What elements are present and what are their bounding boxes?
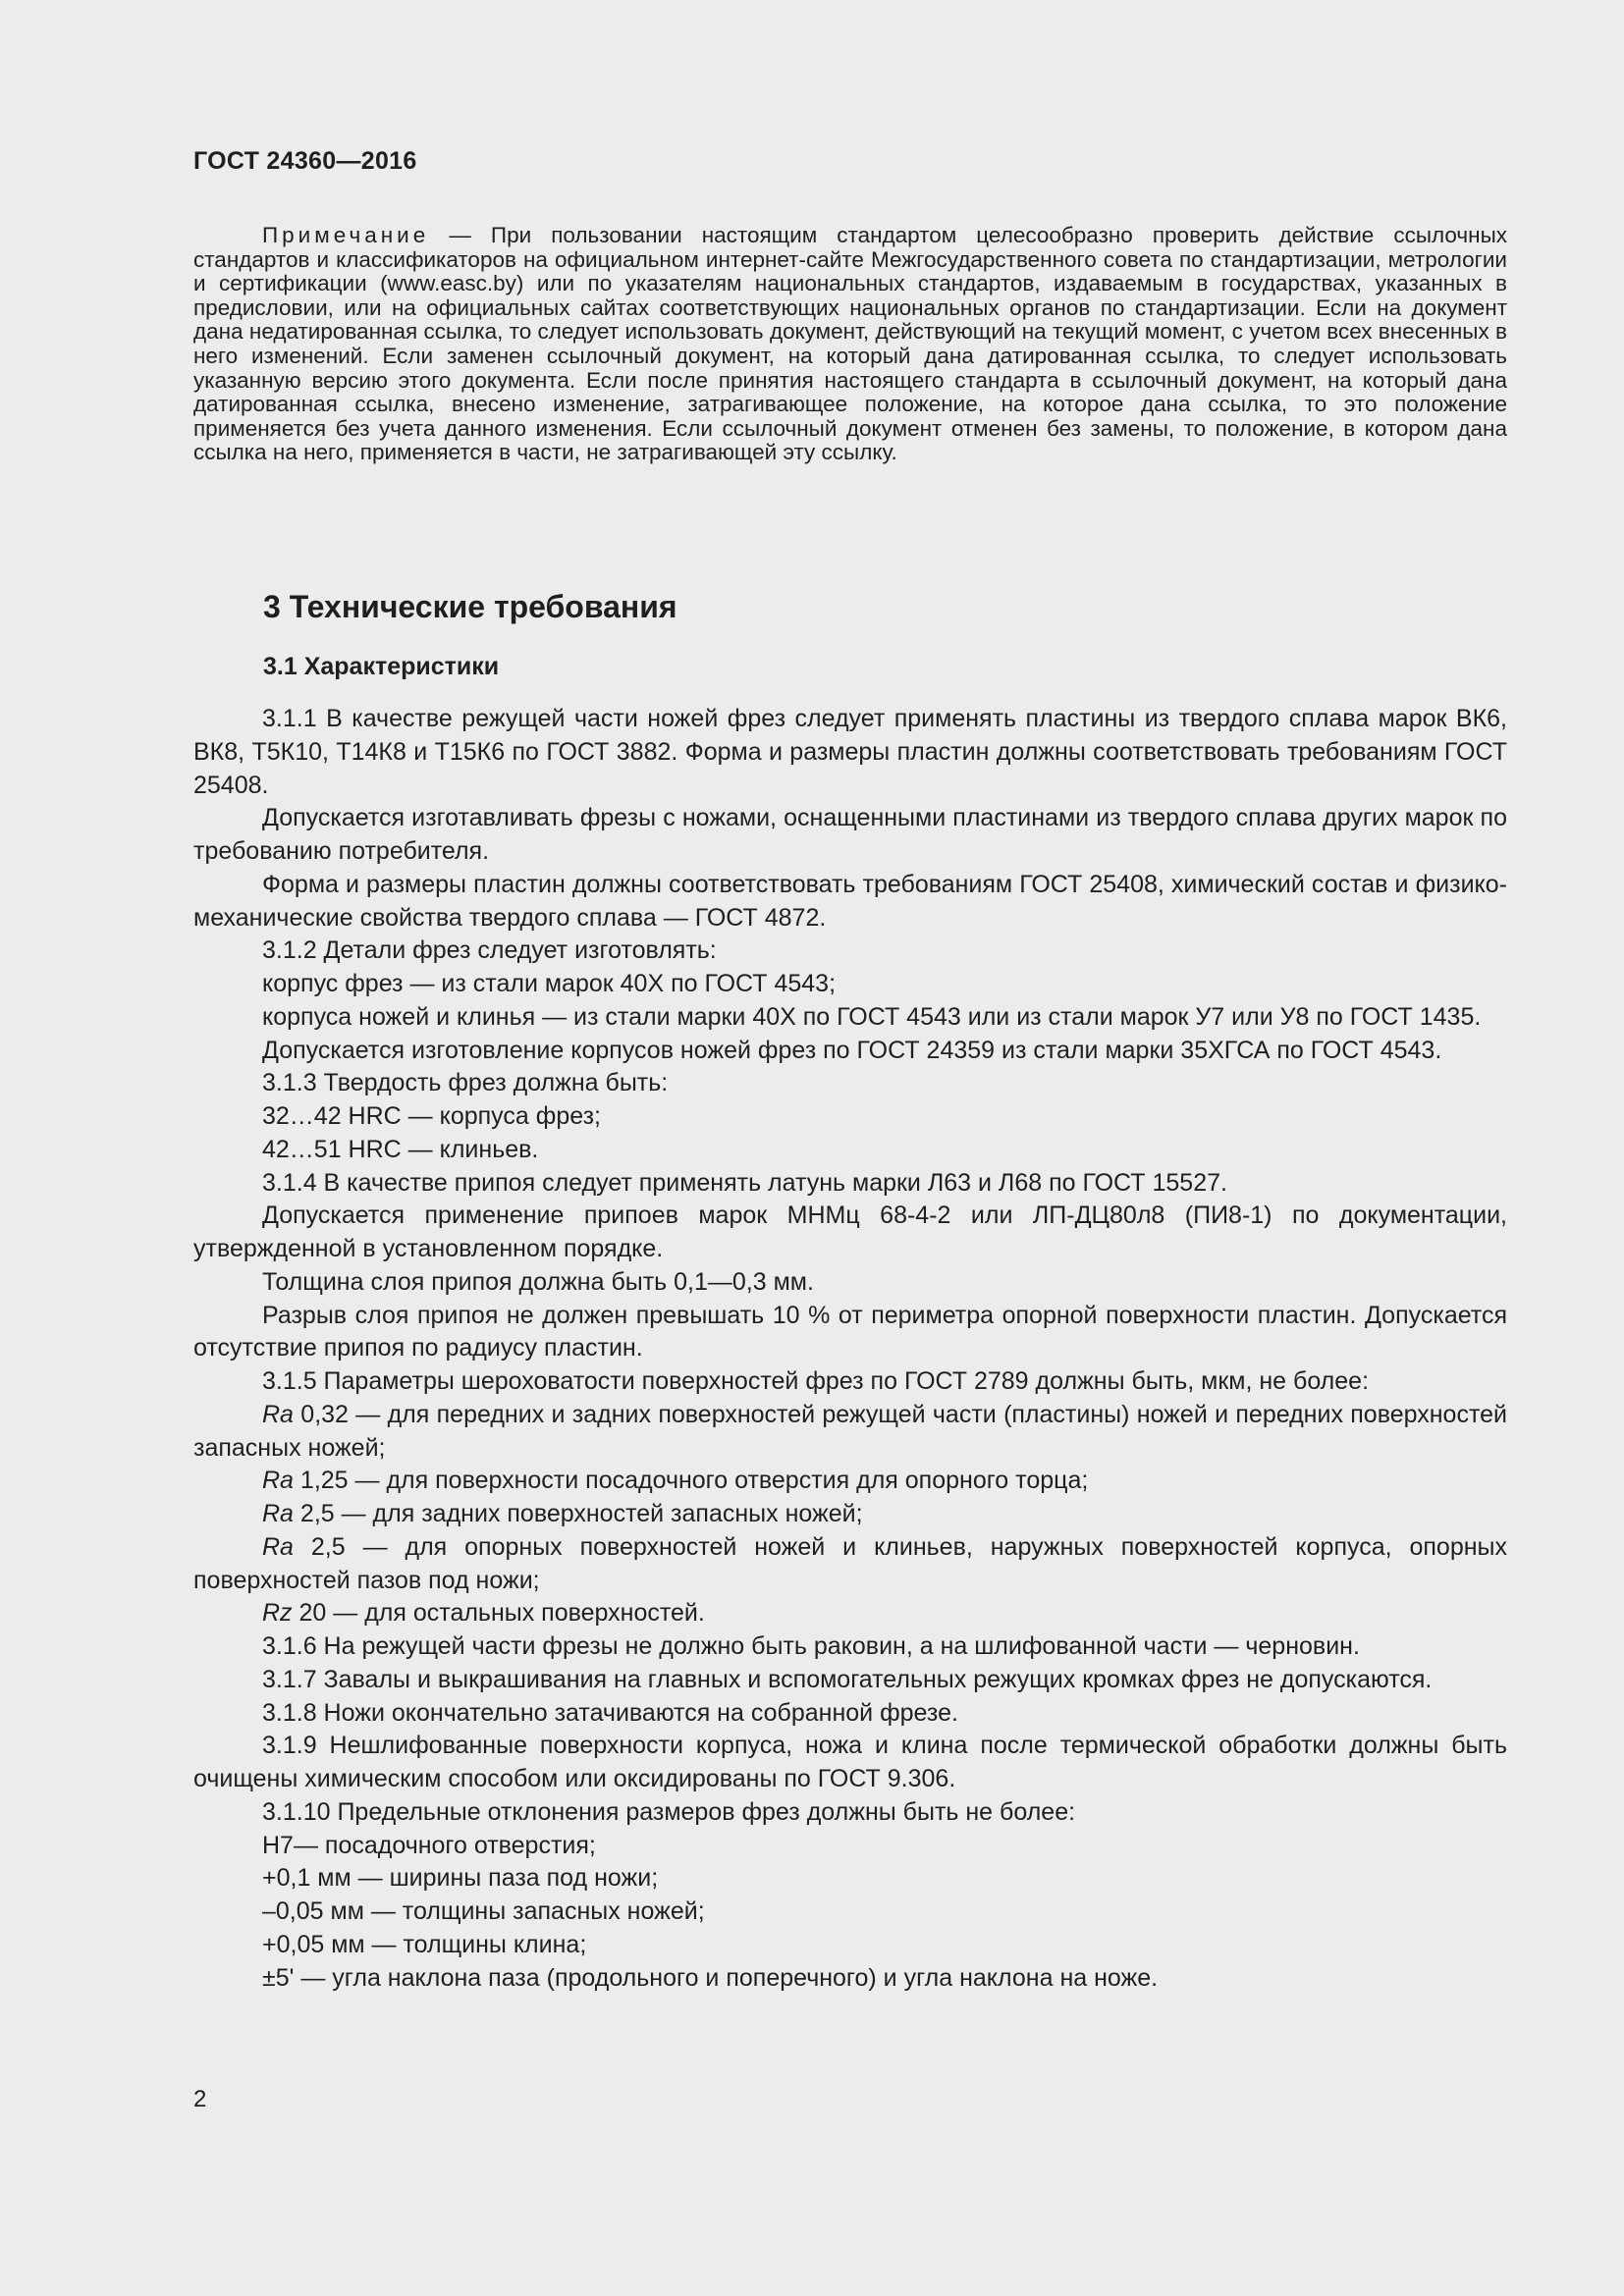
- paragraph-3-1-1: 3.1.1 В качестве режущей части ножей фрез следует применять пластины из твердого сплава марок ВК6, ВК8, Т5К10, Т14К8 и Т15К6 по ГОСТ 3882. Форма и размеры пластин должны соответствовать требованиям ГОСТ 25408.: [193, 705, 1507, 799]
- note-paragraph: [193, 224, 1507, 465]
- paragraph: корпус фрез — из стали марок 40Х по ГОСТ 4543;: [262, 970, 837, 997]
- section-title: 3 Технические требования: [263, 589, 677, 624]
- paragraph-3-1-3: 3.1.3 Твердость фрез должна быть:: [262, 1069, 669, 1097]
- paragraph: Разрыв слоя припоя не должен превышать 10 % от периметра опорной поверхности пластин. Допускается отсутствие припоя по радиусу пластин.: [193, 1301, 1507, 1362]
- paragraph: Ra 2,5 — для опорных поверхностей ножей и клиньев, наружных поверхностей корпуса, опорных поверхностей пазов под ножи;: [193, 1532, 1507, 1594]
- note-text: — При пользовании настоящим стандартом целесообразно проверить действие ссылочных стандартов и классификаторов на официальном интернет-сайте Межгосударственного совета по стандартизации, метрологии и сертификации (www.easc.by) или по указателям национальных стандартов, издаваемым в государствах, указанных в предисловии, или на официальных сайтах соответствующих национальных органов по стандартизации. Если на документ дана недатированная ссылка, то следует использовать документ, действующий на текущий момент, с учетом всех внесенных в него изменений. Если заменен ссылочный документ, на который дана датированная ссылка, то следует использовать указанную версию этого документа. Если после принятия настоящего стандарта в ссылочный документ, на который дана датированная ссылка, внесено изменение, затрагивающее положение, на которое дана ссылка, то это положение применяется без учета данного изменения. Если ссылочный документ отменен без замены, то положение, в котором дана ссылка на него, применяется в части, не затрагивающей эту ссылку.: [193, 223, 1507, 465]
- paragraph: 32…42 HRC — корпуса фрез;: [262, 1102, 601, 1130]
- paragraph: Ra 1,25 — для поверхности посадочного отверстия для опорного торца;: [262, 1467, 1089, 1495]
- paragraph-3-1-2: 3.1.2 Детали фрез следует изготовлять:: [262, 936, 717, 965]
- paragraph-3-1-4: 3.1.4 В качестве припоя следует применять латунь марки Л63 и Л68 по ГОСТ 15527.: [262, 1168, 1227, 1197]
- section-body: [193, 703, 1507, 1995]
- paragraph: Толщина слоя припоя должна быть 0,1—0,3 мм.: [262, 1267, 814, 1296]
- paragraph-3-1-8: 3.1.8 Ножи окончательно затачиваются на собранной фрезе.: [262, 1698, 958, 1727]
- page-number: 2: [193, 2086, 207, 2112]
- roughness-symbol: Rz: [262, 1599, 293, 1628]
- paragraph: Допускается изготовление корпусов ножей фрез по ГОСТ 24359 из стали марки 35ХГСА по ГОСТ 4543.: [262, 1036, 1442, 1064]
- paragraph-3-1-10: 3.1.10 Предельные отклонения размеров фрез должны быть не более:: [262, 1797, 1076, 1826]
- paragraph: Ra 2,5 — для задних поверхностей запасных ножей;: [262, 1500, 863, 1527]
- subsection-title: 3.1 Характеристики: [263, 653, 500, 680]
- paragraph: корпуса ножей и клинья — из стали марки 40Х по ГОСТ 4543 или из стали марок У7 или У8 по ГОСТ 1435.: [262, 1002, 1482, 1031]
- note-label: Примечание: [262, 223, 430, 247]
- paragraph-3-1-6: 3.1.6 На режущей части фрезы не должно быть раковин, а на шлифованной части — черновин.: [262, 1632, 1360, 1660]
- paragraph: –0,05 мм — толщины запасных ножей;: [262, 1897, 705, 1925]
- paragraph-3-1-5: 3.1.5 Параметры шероховатости поверхностей фрез по ГОСТ 2789 должны быть, мкм, не более:: [262, 1367, 1370, 1395]
- paragraph: Ra 0,32 — для передних и задних поверхностей режущей части (пластины) ножей и передних поверхностей запасных ножей;: [193, 1400, 1507, 1462]
- document-header: ГОСТ 24360—2016: [193, 147, 417, 175]
- paragraph: Форма и размеры пластин должны соответствовать требованиям ГОСТ 25408, химический состав и физико-механические свойства твердого сплава — ГОСТ 4872.: [193, 870, 1507, 932]
- paragraph: Н7— посадочного отверстия;: [262, 1831, 596, 1859]
- paragraph: Допускается изготавливать фрезы с ножами, оснащенными пластинами из твердого сплава других марок по требованию потребителя.: [193, 804, 1507, 865]
- paragraph: +0,1 мм — ширины паза под ножи;: [262, 1864, 659, 1893]
- roughness-symbol: Ra: [262, 1500, 294, 1527]
- paragraph-3-1-9: 3.1.9 Нешлифованные поверхности корпуса, ножа и клина после термической обработки должны быть очищены химическим способом или оксидированы по ГОСТ 9.306.: [193, 1732, 1507, 1792]
- paragraph: Rz 20 — для остальных поверхностей.: [262, 1599, 705, 1628]
- paragraph-3-1-7: 3.1.7 Завалы и выкрашивания на главных и вспомогательных режущих кромках фрез не допускаются.: [262, 1665, 1433, 1693]
- paragraph: Допускается применение припоев марок МНМц 68-4-2 или ЛП-ДЦ80л8 (ПИ8-1) по документации, утвержденной в установленном порядке.: [193, 1201, 1507, 1262]
- paragraph: ±5' — угла наклона паза (продольного и поперечного) и угла наклона на ноже.: [262, 1963, 1159, 1992]
- roughness-symbol: Ra: [262, 1467, 294, 1495]
- roughness-symbol: Ra: [262, 1400, 294, 1428]
- roughness-symbol: Ra: [262, 1532, 294, 1561]
- paragraph: 42…51 HRC — клиньев.: [262, 1135, 539, 1163]
- paragraph: +0,05 мм — толщины клина;: [262, 1930, 587, 1958]
